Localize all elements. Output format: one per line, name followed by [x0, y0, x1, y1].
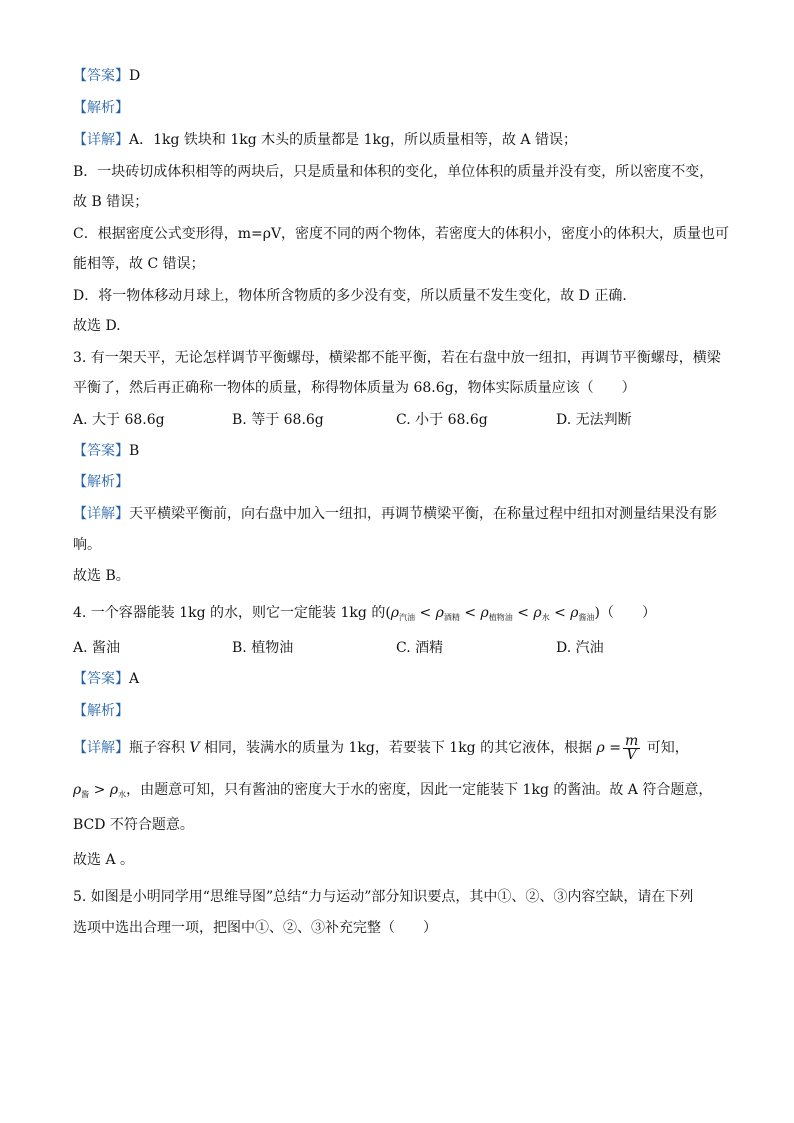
conclusion: 故选 D.: [73, 318, 121, 334]
density-symbol: ρ: [480, 605, 489, 621]
question-stem: 5. 如图是小明同学用“思维导图”总结“力与运动”部分知识要点，其中①、②、③内容空缺，请在下列: [73, 889, 694, 905]
option-b: B. 等于 68.6g: [232, 412, 324, 428]
conclusion: 故选 A 。: [73, 852, 135, 868]
detail-line: [73, 780, 712, 805]
detail-text: 能相等，故 C 错误；: [73, 256, 205, 272]
detail-text: BCD 不符合题意。: [73, 817, 194, 833]
analysis-tag: 【解析】: [73, 703, 129, 719]
density-fraction: [623, 732, 640, 763]
less-than: <: [459, 605, 481, 621]
detail-text: 瓶子容积: [129, 740, 190, 756]
conclusion: 故选 B。: [73, 568, 130, 584]
question-stem: 选项中选出合理一项，把图中①、②、③补充完整（ ）: [73, 920, 437, 936]
less-than: <: [549, 605, 571, 621]
answer-value: B: [129, 443, 140, 459]
fraction-denominator: V: [626, 746, 637, 763]
answer-tag: 【答案】: [73, 443, 129, 459]
density-subscript: 酱油: [578, 613, 595, 622]
density-symbol: ρ: [533, 605, 542, 621]
question-stem: 平衡了，然后再正确称一物体的质量，称得物体质量为 68.6g，物体实际质量应该（ ）: [73, 380, 636, 396]
option-b: B. 植物油: [232, 640, 294, 656]
option-a: A. 酱油: [73, 640, 121, 656]
density-subscript: 酒精: [443, 613, 460, 622]
option-a: A. 大于 68.6g: [73, 412, 165, 428]
density-subscript: 水: [541, 613, 550, 622]
option-c: C. 酒精: [396, 640, 444, 656]
less-than: <: [415, 605, 436, 621]
density-symbol: ρ: [73, 782, 82, 798]
answer-value: A: [129, 671, 140, 687]
detail-line: [73, 731, 689, 765]
question-stem: 3. 有一架天平，无论怎样调节平衡螺母，横梁都不能平衡，若在右盘中放一纽扣，再调节平衡螺母，横梁: [73, 350, 721, 366]
detail-text: A．1kg 铁块和 1kg 木头的质量都是 1kg，所以质量相等，故 A 错误；: [129, 132, 577, 148]
analysis-tag: 【解析】: [73, 474, 129, 490]
detail-line: [73, 130, 577, 150]
detail-text: 天平横梁平衡前，向右盘中加入一纽扣，再调节横梁平衡，在称量过程中纽扣对测量结果没有影: [129, 506, 717, 522]
fraction-numerator: m: [624, 732, 639, 749]
detail-text: 相同，装满水的质量为 1kg，若要装下 1kg 的其它液体，根据: [199, 740, 597, 756]
answer-tag: 【答案】: [73, 68, 129, 84]
volume-variable: V: [189, 740, 200, 756]
detail-text: C．根据密度公式变形得，m=ρV，密度不同的两个物体，若密度大的体积小，密度小的体积大，质量也可: [73, 226, 730, 242]
detail-text: B．一块砖切成体积相等的两块后，只是质量和体积的变化，单位体积的质量并没有变，所以密度不变，: [73, 164, 714, 180]
density-symbol: ρ: [109, 782, 119, 798]
density-subscript: 酱: [81, 790, 90, 799]
detail-text: 故 B 错误；: [73, 194, 149, 210]
option-d: D. 汽油: [556, 640, 604, 656]
detail-text: 可知，: [642, 740, 689, 756]
greater-than: >: [89, 782, 110, 798]
answer-value: D: [129, 68, 141, 84]
detail-tag: 【详解】: [73, 740, 129, 756]
density-symbol: ρ: [570, 605, 579, 621]
formula-lhs: ρ =: [596, 740, 621, 756]
density-symbol: ρ: [390, 605, 400, 621]
analysis-tag: 【解析】: [73, 100, 129, 116]
less-than: <: [512, 605, 534, 621]
stem-text: )（ ）: [594, 605, 656, 621]
detail-tag: 【详解】: [73, 506, 129, 522]
density-subscript: 植物油: [488, 613, 513, 622]
question-stem: [73, 603, 656, 628]
detail-text: D．将一物体移动月球上，物体所含物质的多少没有变，所以质量不发生变化，故 D 正确．: [73, 288, 637, 304]
answer-line: [73, 441, 139, 461]
density-subscript: 汽油: [399, 613, 416, 622]
detail-tag: 【详解】: [73, 132, 129, 148]
detail-text: 响。: [73, 537, 101, 553]
density-symbol: ρ: [435, 605, 444, 621]
detail-line: [73, 504, 717, 524]
answer-line: [73, 66, 140, 86]
option-c: C. 小于 68.6g: [396, 412, 488, 428]
detail-text: ，由题意可知，只有酱油的密度大于水的密度，因此一定能装下 1kg 的酱油。故 A 符合题意，: [126, 782, 713, 798]
answer-line: [73, 669, 139, 689]
density-subscript: 水: [118, 790, 127, 799]
stem-text: 4. 一个容器能装 1kg 的水，则它一定能装 1kg 的(: [73, 605, 391, 621]
option-d: D. 无法判断: [556, 412, 632, 428]
answer-tag: 【答案】: [73, 671, 129, 687]
